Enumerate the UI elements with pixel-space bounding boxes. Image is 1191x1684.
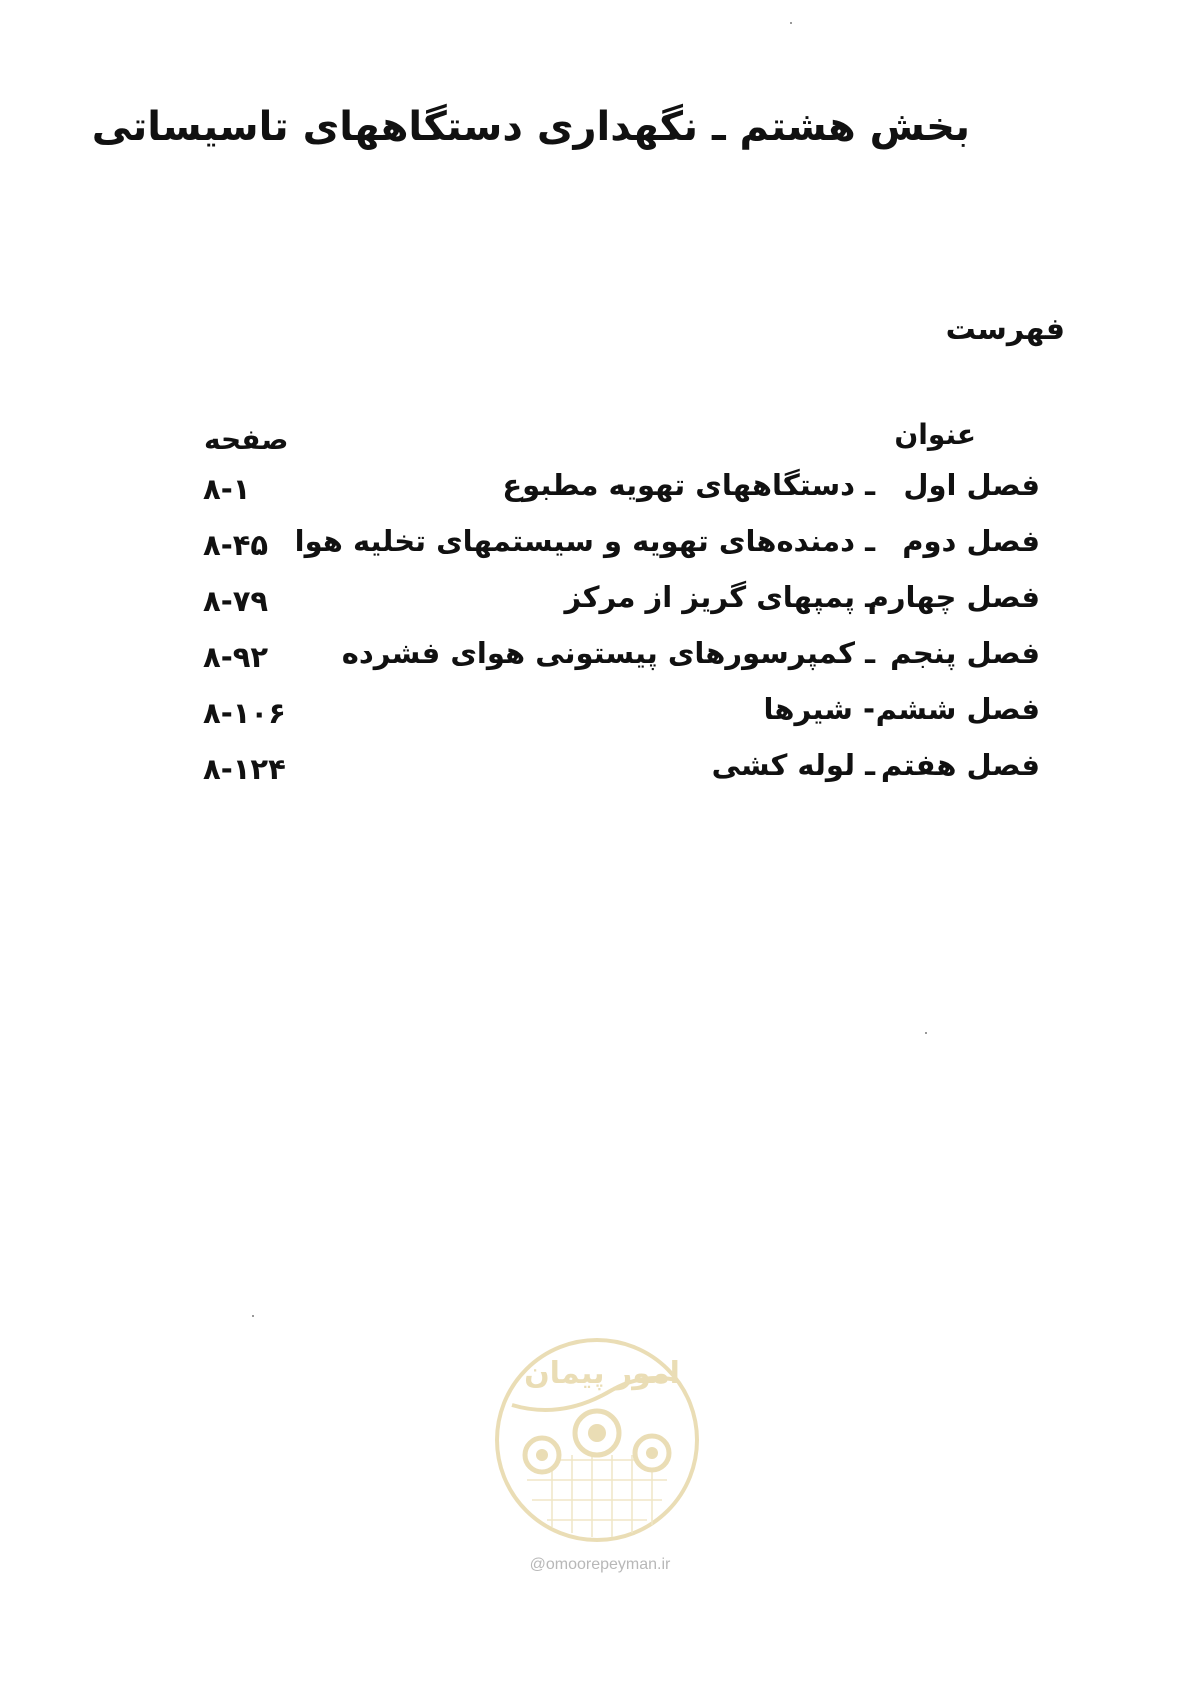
chapter-label: فصل چهارم <box>867 580 1040 614</box>
toc-row[interactable] <box>195 748 1040 804</box>
scan-speck <box>252 1315 254 1317</box>
scan-speck <box>790 22 792 24</box>
toc-heading: فهرست <box>945 312 1065 347</box>
chapter-label: فصل پنجم <box>890 636 1040 670</box>
watermark-logo <box>492 1335 702 1545</box>
chapter-title <box>295 524 1040 558</box>
watermark-logo-text: امور پیمان <box>524 1356 680 1391</box>
chapter-label: فصل دوم <box>902 524 1040 558</box>
watermark-site-text: @omoorepeyman.ir <box>529 1556 671 1573</box>
chapter-page-number: ۸-۱۲۴ <box>203 752 286 786</box>
chapter-name: - شیرها <box>763 692 875 726</box>
chapter-name: ـ پمپهای گریز از مرکز <box>564 580 875 614</box>
toc-list <box>195 468 1040 804</box>
watermark-emblem-icon <box>492 1335 702 1545</box>
chapter-name: ـ لوله کشی <box>711 748 875 782</box>
chapter-name: ـ دمنده‌های تهویه و سیستمهای تخلیه هوا <box>294 524 875 558</box>
column-header-title: عنوان <box>894 418 976 451</box>
chapter-label: فصل هفتم <box>880 748 1040 782</box>
chapter-label: فصل ششم <box>875 692 1040 726</box>
chapter-name: ـ کمپرسورهای پیستونی هوای فشرده <box>341 636 875 670</box>
chapter-title <box>565 580 1040 614</box>
chapter-title <box>502 468 1040 502</box>
scan-speck <box>925 1032 927 1034</box>
chapter-page-number: ۸-۱ <box>203 472 251 506</box>
chapter-page-number: ۸-۹۲ <box>203 640 269 674</box>
chapter-page-number: ۸-۴۵ <box>203 528 269 562</box>
toc-row[interactable] <box>195 636 1040 692</box>
toc-row[interactable] <box>195 580 1040 636</box>
chapter-page-number: ۸-۷۹ <box>203 584 269 618</box>
chapter-title <box>763 692 1040 726</box>
chapter-label: فصل اول <box>903 468 1040 502</box>
page-title: بخش هشتم ـ نگهداری دستگاههای تاسیساتی <box>91 104 970 150</box>
column-header-page: صفحه <box>204 423 289 456</box>
chapter-title <box>342 636 1040 670</box>
chapter-title <box>712 748 1040 782</box>
chapter-name: ـ دستگاههای تهویه مطبوع <box>502 468 875 502</box>
toc-row[interactable] <box>195 692 1040 748</box>
chapter-page-number: ۸-۱۰۶ <box>203 696 286 730</box>
toc-row[interactable] <box>195 468 1040 524</box>
toc-row[interactable] <box>195 524 1040 580</box>
